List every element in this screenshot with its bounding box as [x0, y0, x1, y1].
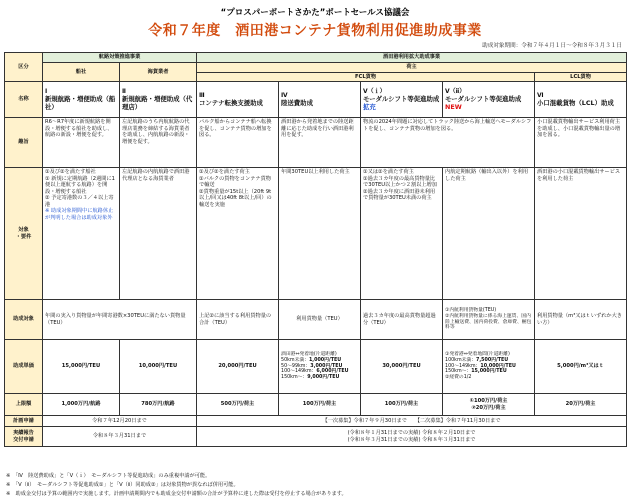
organization-name: “プロスパーポートさかた”ポートセールス協議会 — [220, 8, 410, 18]
route-suspension-note: ※ 助成対象期間中に航路休止が判明した場合は助成対象外 — [45, 208, 114, 221]
footnote: ※ 「Ⅴ（ⅱ） モーダルシフト等促進助成①」と「Ⅴ（ⅱ）同助成②」は対象貨物が異なれば併用可能。 — [6, 482, 239, 488]
basis-row — [5, 300, 627, 340]
purpose-cell: 物流の2024年問題に対応してトラック陸送から海上輸送へモーダルシフトを促し、コンテナ貨物の増加を図る。 — [361, 118, 535, 168]
row-label-target: 対象 ・要件 — [5, 168, 43, 300]
basis-cell: 利用貨物量（m³又はｔいずれか大きい方） — [535, 300, 627, 340]
cap-cell: 100万円/荷主 — [279, 394, 361, 416]
program-name: Ⅲ コンテナ転換支援助成 — [197, 82, 279, 118]
row-label-purpose: 趣旨 — [5, 118, 43, 168]
header-route-program: 航路対策推進事業 — [43, 53, 197, 63]
program-name: Ⅰ 新規航路・増便助成（船社） — [43, 82, 120, 118]
purpose-cell: 小口混載貨物輸出サービス利用荷主を助成し、小口混載貨物輸出量の増加を図る。 — [535, 118, 627, 168]
basis-cell: 上記②に該当する利用貨物量の合計（TEU） — [197, 300, 279, 340]
rate-cell: 5,000円/m³又はｔ — [535, 340, 627, 394]
purpose-cell: 左記航路のうち内航航路の代理店業務を締結する海貨業者を助成し、内航航路の新設・増便を促す。 — [120, 118, 197, 168]
header-shipper: 荷主 — [197, 63, 627, 73]
header-cargo-program: 酒田港利用拡大助成事業 — [197, 53, 627, 63]
footnote: ※ 「Ⅳ 陸送費助成」と「Ⅴ（ｉ） モーダルシフト等促進助成」のみ重複申請が可能。 — [6, 473, 211, 479]
basis-cell: 年間の実入り貨物量が年間寄港数×30TEUに満たない貨物量（TEU） — [43, 300, 197, 340]
row-label-apply: 計画申請 — [5, 416, 43, 427]
cap-cell: 100万円/荷主 — [361, 394, 443, 416]
page-title: 令和７年度 酒田港コンテナ貨物利用促進助成事業 — [148, 23, 482, 39]
target-cell: 内航定期航路（輸出入以外）を利用した荷主 — [443, 168, 535, 300]
subsidy-period: 助成対象期間：令和７年４月１日～令和８年３月３１日 — [482, 43, 622, 49]
report-route: 令和８年３月31日まで — [43, 427, 197, 447]
rate-cell-distance: ①発着港⇔発着地間(片道距離) 100km未満：7,500円/TEU 100～149km：10,000円/TEU 150km～：15,000円/TEU ②経費の1/2 — [443, 340, 535, 394]
purpose-row — [5, 118, 627, 168]
program-name: Ⅴ（ｉ） モーダルシフト等促進助成 拡充 — [361, 82, 443, 118]
basis-cell: ①内航利用貨物量(TEU) ②内航利用貨物量に係る海上運賃、国内陸上輸送費、国内荷役費、倉庫費、梱包料等 — [443, 300, 535, 340]
target-cell: 酒田港の小口混載貨物輸出サービスを利用した荷主 — [535, 168, 627, 300]
program-name: Ⅱ 新規航路・増便助成（代理店） — [120, 82, 197, 118]
target-cell: 年間30TEU以上利用した荷主 — [279, 168, 361, 300]
expanded-badge: 拡充 — [363, 103, 376, 112]
cap-row — [5, 394, 627, 416]
target-cell: ①及び②を満たす船社 ① 新規に定期航路（2週間に1便以上運航する航路）を開設・増便する船社 ② 予定寄港数の３／４以上寄港 ※ 助成対象期間中に航路休止が判明した場合は助成対象外 — [43, 168, 120, 300]
cap-cell: 500万円/荷主 — [197, 394, 279, 416]
apply-cargo: 【一次募集】令和７年９月30日まで 【二次募集】令和７年11月30日まで — [197, 416, 627, 427]
subsidy-table — [4, 52, 627, 447]
header-lcl: LCL貨物 — [535, 72, 627, 82]
rate-row — [5, 340, 627, 394]
program-name: Ⅳ 陸送費助成 — [279, 82, 361, 118]
row-label-name: 名称 — [5, 82, 43, 118]
purpose-cell: R6～R7年度に新規航路を開設・増便する船社を助成し、航路の新設・増便を促す。 — [43, 118, 120, 168]
rate-cell: 10,000円/TEU — [120, 340, 197, 394]
rate-cell: 15,000円/TEU — [43, 340, 120, 394]
basis-cell: 利用貨物量（TEU） — [279, 300, 361, 340]
name-row — [5, 82, 627, 118]
target-cell: ①又は②を満たす荷主 ①過去３カ年度の最高貨物量比で30TEU以上かつ２割以上増加 ②過去３カ年度に酒田港未利用で貨物量が30TEU未満の荷主 — [361, 168, 443, 300]
header-fcl: FCL貨物 — [197, 72, 535, 82]
header-kubun: 区分 — [5, 53, 43, 82]
target-row — [5, 168, 627, 300]
target-cell: 左記航路の内航航路で酒田港代理店となる海貨業者 — [120, 168, 197, 300]
basis-cell: 過去３カ年度の最高貨物量超過分（TEU） — [361, 300, 443, 340]
header-freight-forwarder: 海貨業者 — [120, 63, 197, 82]
new-badge: NEW — [445, 103, 462, 112]
purpose-cell: バルク船からコンテナ船へ転換を促し、コンテナ貨物の増加を図る。 — [197, 118, 279, 168]
purpose-cell: 酒田港から発着地までの陸送距離に応じた助成を行い酒田港利用を促す。 — [279, 118, 361, 168]
cap-cell: 780万円/航路 — [120, 394, 197, 416]
row-label-report: 実績報告 交付申請 — [5, 427, 43, 447]
report-cargo: (令和８年１月31日までの実績) 令和８年２月10日まで (令和８年３月31日までの実績) 令和８年３月31日まで — [197, 427, 627, 447]
program-name: Ⅵ 小口混載貨物（LCL）助成 — [535, 82, 627, 118]
program-name: Ⅴ（ⅱ） モーダルシフト等促進助成 NEW — [443, 82, 535, 118]
apply-row — [5, 416, 627, 427]
header-shipping-line: 船社 — [43, 63, 120, 82]
rate-cell: 20,000円/TEU — [197, 340, 279, 394]
footnote: ※ 助成金交付は予算の範囲内で実施します。計画申請期間内でも助成金交付申請額の合計が予算枠に達した際は受付を停止する場合があります。 — [6, 491, 347, 497]
target-cell: ①及び②を満たす荷主 ①バルクの貨物をコンテナ貨物で輸送 ②貨物重量が15t以上（20ft 9t以上/回又は40ft 8t以上/回）の輸送を実施 — [197, 168, 279, 300]
cap-cell: 1,000万円/航路 — [43, 394, 120, 416]
cap-cell: ①100万円/荷主 ②20万円/荷主 — [443, 394, 535, 416]
rate-cell: 30,000円/TEU — [361, 340, 443, 394]
row-label-cap: 上限額 — [5, 394, 43, 416]
cap-cell: 20万円/荷主 — [535, 394, 627, 416]
row-label-basis: 助成対象 — [5, 300, 43, 340]
row-label-rate: 助成単価 — [5, 340, 43, 394]
apply-route: 令和７年12月20日まで — [43, 416, 197, 427]
report-row — [5, 427, 627, 447]
rate-cell-distance: 酒田港⇔発着地(片道距離) 50km未満：1,000円/TEU 50～99km：3,000円/TEU 100～149km：6,000円/TEU 150km～：9,000円/TEU — [279, 340, 361, 394]
